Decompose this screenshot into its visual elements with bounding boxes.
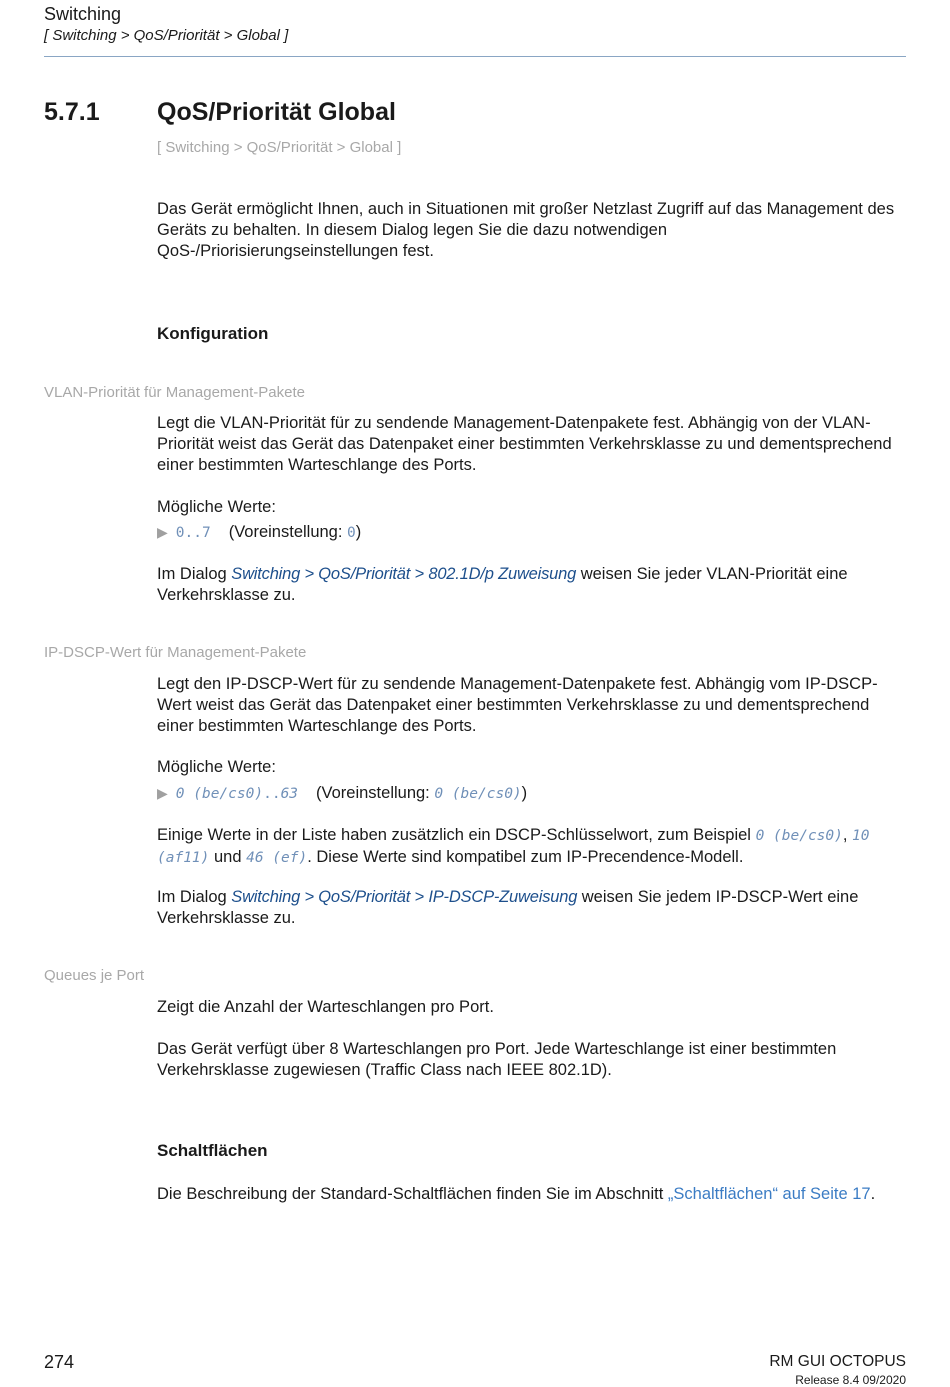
queues-description-1: Zeigt die Anzahl der Warteschlangen pro Port. <box>157 998 494 1016</box>
schaltflaechen-prefix: Die Beschreibung der Standard-Schaltflächen finden Sie im Abschnitt <box>157 1185 668 1203</box>
vlan-range: 0..7 <box>175 525 211 541</box>
footer-document-title: RM GUI OCTOPUS <box>769 1353 906 1370</box>
section-breadcrumb: [ Switching > QoS/Priorität > Global ] <box>157 139 402 156</box>
section-title: QoS/Priorität Global <box>157 98 396 126</box>
dscp-keyword-1: 0 (be/cs0) <box>755 828 843 844</box>
ip-dscp-description: Legt den IP-DSCP-Wert für zu sendende Management-Datenpakete fest. Abhängig vom IP-DSCP-Wert weist das Gerät das Datenpaket einer bestimmten Verkehrsklasse zu und dementsprechend einer bestimmten Warteschlange des Ports. <box>157 675 878 735</box>
vlan-priority-label: VLAN-Priorität für Management-Pakete <box>44 384 305 401</box>
header-divider <box>44 56 906 57</box>
vlan-default-prefix: (Voreinstellung: <box>228 523 348 541</box>
dscp-default-suffix: ) <box>521 784 528 802</box>
dscp-dialog-prefix: Im Dialog <box>157 888 232 906</box>
vlan-dialog-paragraph <box>157 564 909 606</box>
vlan-dialog-prefix: Im Dialog <box>157 565 232 583</box>
dscp-values-label: Mögliche Werte: <box>157 758 276 776</box>
dscp-dialog-suffix: weisen Sie jedem IP-DSCP-Wert eine Verkehrsklasse zu. <box>157 888 859 927</box>
vlan-dialog-suffix: weisen Sie jeder VLAN-Priorität eine Verkehrsklasse zu. <box>157 565 848 604</box>
bullet-triangle-icon: ▶ <box>157 524 168 540</box>
dscp-range-start: 0 (be/cs0) <box>175 786 264 802</box>
bullet-triangle-icon: ▶ <box>157 785 168 801</box>
intro-paragraph: Das Gerät ermöglicht Ihnen, auch in Situationen mit großer Netzlast Zugriff auf das Management des Geräts zu behalten. In diesem Dialog legen Sie die dazu notwendigen QoS-/Priorisierungseinstellungen fest. <box>157 200 895 260</box>
dscp-default-value: 0 (be/cs0) <box>434 786 522 802</box>
dscp-range-sep: .. <box>263 786 281 802</box>
schaltflaechen-heading: Schaltflächen <box>157 1141 268 1160</box>
running-header-breadcrumb: [ Switching > QoS/Priorität > Global ] <box>44 27 289 44</box>
footer-release: Release 8.4 09/2020 <box>795 1373 906 1387</box>
vlan-default-value: 0 <box>347 525 356 541</box>
vlan-values-item <box>157 522 909 544</box>
dscp-default-prefix: (Voreinstellung: <box>316 784 435 802</box>
dscp-range-end: 63 <box>280 786 299 802</box>
vlan-priority-description: Legt die VLAN-Priorität für zu sendende Management-Datenpakete fest. Abhängig von der VLAN-Priorität weist das Gerät das Datenpaket einer bestimmten Verkehrsklasse zu und dementsprechend einer bestimmten Warteschlange des Ports. <box>157 414 892 474</box>
konfiguration-heading: Konfiguration <box>157 324 269 343</box>
vlan-values-label: Mögliche Werte: <box>157 498 276 516</box>
dscp-keywords-prefix: Einige Werte in der Liste haben zusätzlich ein DSCP-Schlüsselwort, zum Beispiel <box>157 826 756 844</box>
vlan-dialog-link[interactable]: Switching > QoS/Priorität > 802.1D/p Zuweisung <box>231 565 577 583</box>
dscp-values-item <box>157 783 909 805</box>
dscp-keyword-sep-1: , <box>842 826 853 844</box>
dscp-keywords-suffix: . Diese Werte sind kompatibel zum IP-Precendence-Modell. <box>307 848 744 866</box>
dscp-keyword-2: 10 (af11) <box>157 828 870 866</box>
page-number: 274 <box>44 1352 75 1372</box>
dscp-dialog-paragraph <box>157 887 909 929</box>
queues-description-2: Das Gerät verfügt über 8 Warteschlangen pro Port. Jede Warteschlange ist einer bestimmten Verkehrsklasse zugewiesen (Traffic Class nach IEEE 802.1D). <box>157 1040 837 1079</box>
schaltflaechen-paragraph <box>157 1184 909 1205</box>
vlan-default-suffix: ) <box>355 523 362 541</box>
ip-dscp-label: IP-DSCP-Wert für Management-Pakete <box>44 644 307 661</box>
dscp-keyword-sep-2: und <box>209 848 247 866</box>
dscp-keywords-paragraph <box>157 825 909 869</box>
schaltflaechen-suffix: . <box>870 1185 876 1203</box>
queues-per-port-label: Queues je Port <box>44 967 145 984</box>
section-number: 5.7.1 <box>44 98 100 126</box>
running-header-title: Switching <box>44 4 122 24</box>
schaltflaechen-xref-link[interactable]: „Schaltflächen“ auf Seite 17 <box>667 1185 871 1203</box>
dscp-dialog-link[interactable]: Switching > QoS/Priorität > IP-DSCP-Zuweisung <box>231 888 578 906</box>
dscp-keyword-3: 46 (ef) <box>246 850 308 866</box>
